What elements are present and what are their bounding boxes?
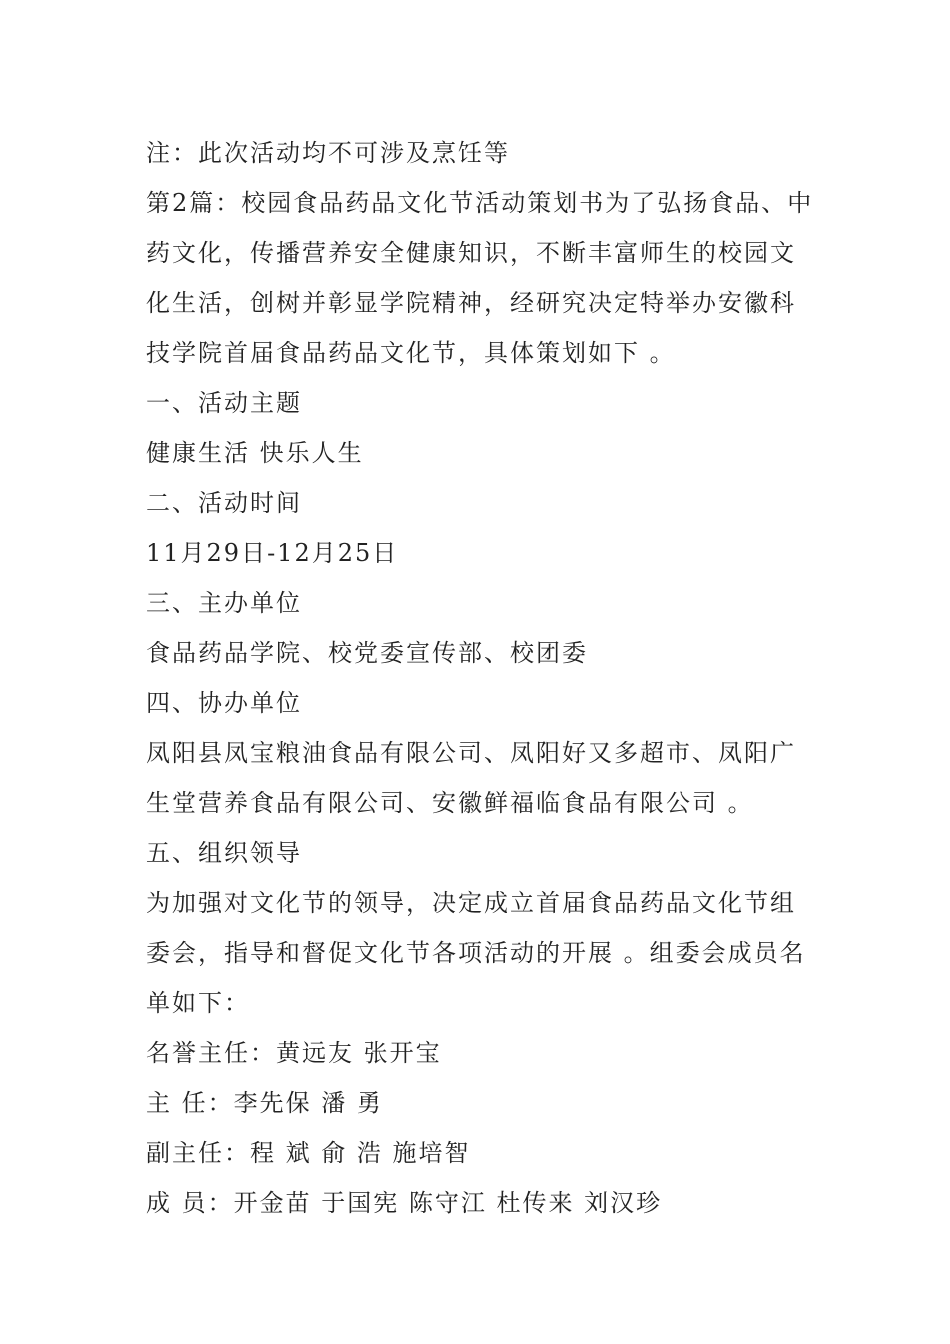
member-line-director: 主 任：李先保 潘 勇 — [146, 1089, 383, 1117]
member-line-members: 成 员：开金苗 于国宪 陈守江 杜传来 刘汉珍 — [146, 1189, 663, 1217]
paragraph-line: 药文化，传播营养安全健康知识，不断丰富师生的校园文 — [146, 239, 796, 267]
paragraph-line: 化生活，创树并彰显学院精神，经研究决定特举办安徽科 — [146, 289, 796, 317]
document-body — [146, 128, 816, 1228]
section-heading-leadership: 五、组织领导 — [146, 839, 302, 867]
leadership-text: 委会，指导和督促文化节各项活动的开展 。组委会成员名 — [146, 939, 806, 967]
co-organizer-text: 凤阳县凤宝粮油食品有限公司、凤阳好又多超市、凤阳广 — [146, 739, 796, 767]
leadership-text: 为加强对文化节的领导，决定成立首届食品药品文化节组 — [146, 889, 796, 917]
leadership-text: 单如下： — [146, 989, 250, 1017]
section-heading-theme: 一、活动主题 — [146, 389, 302, 417]
time-text: 11月29日-12月25日 — [146, 539, 399, 567]
article-title-line: 第2篇：校园食品药品文化节活动策划书为了弘扬食品、中 — [146, 189, 814, 217]
section-heading-co-organizer: 四、协办单位 — [146, 689, 302, 717]
theme-text: 健康生活 快乐人生 — [146, 439, 364, 467]
member-line-deputy: 副主任：程 斌 俞 浩 施培智 — [146, 1139, 471, 1167]
note-line: 注：此次活动均不可涉及烹饪等 — [146, 139, 510, 167]
member-line-honorary: 名誉主任：黄远友 张开宝 — [146, 1039, 442, 1067]
host-text: 食品药品学院、校党委宣传部、校团委 — [146, 639, 588, 667]
paragraph-line: 技学院首届食品药品文化节，具体策划如下 。 — [146, 339, 676, 367]
section-heading-time: 二、活动时间 — [146, 489, 302, 517]
co-organizer-text: 生堂营养食品有限公司、安徽鲜福临食品有限公司 。 — [146, 789, 754, 817]
section-heading-host: 三、主办单位 — [146, 589, 302, 617]
